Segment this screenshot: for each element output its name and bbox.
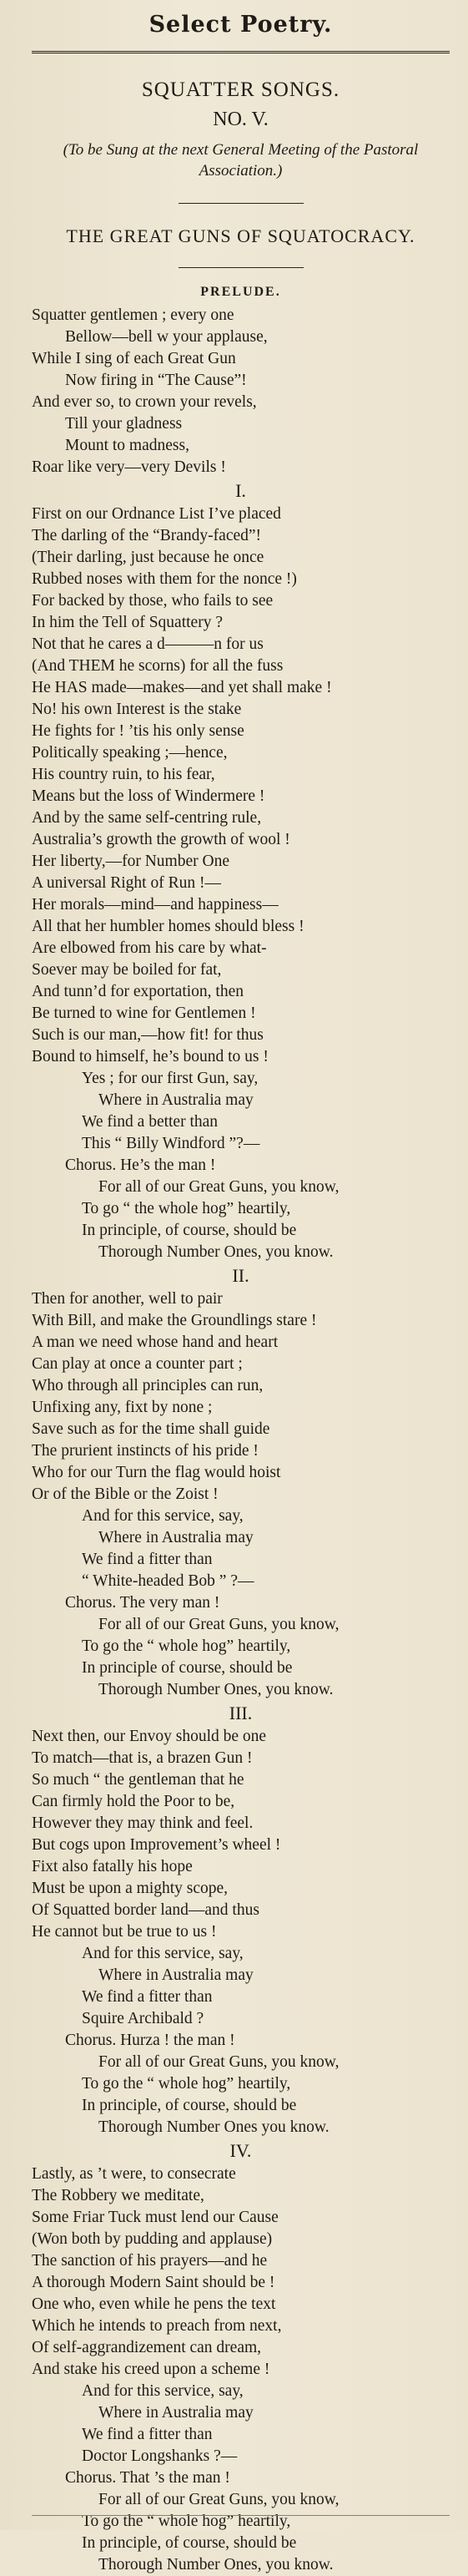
- stanza-heading: IV.: [229, 2140, 252, 2161]
- poem-line: Lastly, as ’t were, to consecrate: [32, 2165, 236, 2183]
- poem-line: Till your gladness: [65, 415, 183, 433]
- poem-line: And for this service, say,: [82, 1507, 244, 1525]
- section-masthead: Select Poetry.: [148, 12, 333, 38]
- poem-line: Where in Australia may: [98, 1529, 254, 1546]
- poem-line: In principle, of course, should be: [82, 2534, 297, 2552]
- poem-line: He cannot but be true to us !: [32, 1923, 217, 1941]
- poem-line: Of self-aggrandizement can dream,: [32, 2339, 262, 2356]
- poem-line: All that her humbler homes should bless !: [32, 918, 304, 935]
- poem-line: Bellow—bell w your applause,: [65, 328, 268, 346]
- poem-line: Where in Australia may: [98, 1966, 254, 1984]
- poem-line: To go the “ whole hog” heartily,: [82, 2075, 291, 2093]
- title-rule-top: [179, 203, 304, 204]
- poem-line: (And THEM he scorns) for all the fuss: [32, 657, 284, 675]
- poem-line: To go the “ whole hog” heartily,: [82, 2513, 291, 2530]
- poem-line: And ever so, to crown your revels,: [32, 393, 257, 411]
- poem-line: Not that he cares a d———n for us: [32, 635, 264, 653]
- poem-line: With Bill, and make the Groundlings stare !: [32, 1312, 317, 1329]
- poem-line: Next then, our Envoy should be one: [32, 1728, 267, 1745]
- poem-line: But cogs upon Improvement’s wheel !: [32, 1836, 281, 1854]
- poem-line: Squire Archibald ?: [82, 2010, 204, 2027]
- poem-line: Soever may be boiled for fat,: [32, 961, 222, 979]
- poem-line: To go “ the whole hog” heartily,: [82, 1200, 291, 1217]
- column-end-rule: [32, 2515, 450, 2516]
- poem-line: We find a fitter than: [82, 1988, 213, 2006]
- poem-line: We find a better than: [82, 1113, 219, 1131]
- poem-line: Some Friar Tuck must lend our Cause: [32, 2209, 279, 2226]
- poem-title: THE GREAT GUNS OF SQUATOCRACY.: [66, 225, 415, 246]
- poem-line: And for this service, say,: [82, 2382, 244, 2400]
- series-title: SQUATTER SONGS.: [141, 78, 340, 101]
- poem-line: Yes ; for our first Gun, say,: [82, 1070, 259, 1087]
- poem-line: And for this service, say,: [82, 1945, 244, 1962]
- stanza-heading: III.: [229, 1703, 253, 1723]
- poem-line: Squatter gentlemen ; every one: [32, 306, 234, 324]
- poem-line: Such is our man,—how fit! for thus: [32, 1026, 264, 1044]
- poem-line: Where in Australia may: [98, 2404, 254, 2422]
- poem-line: “ White-headed Bob ” ?—: [82, 1572, 254, 1590]
- poem-line: To go the “ whole hog” heartily,: [82, 1637, 291, 1655]
- poem-line: Australia’s growth the growth of wool !: [32, 831, 290, 848]
- poem-line: In principle, of course, should be: [82, 2097, 297, 2114]
- poem-line: Rubbed noses with them for the nonce !): [32, 570, 297, 588]
- poem-body: [32, 280, 450, 2576]
- poem-line: And by the same self-centring rule,: [32, 809, 262, 827]
- poem-line: No! his own Interest is the stake: [32, 701, 242, 718]
- poem-line: Thorough Number Ones, you know.: [98, 2556, 334, 2573]
- poem-line: Roar like very—very Devils !: [32, 458, 226, 476]
- poem-subtitle: (To be Sung at the next General Meeting of the Pastoral Association.): [63, 141, 419, 180]
- chorus-line: Chorus. He’s the man !: [65, 1156, 216, 1174]
- poem-line: Can firmly hold the Poor to be,: [32, 1793, 235, 1810]
- poem-line: To match—that is, a brazen Gun !: [32, 1749, 253, 1767]
- poem-line: Thorough Number Ones you know.: [98, 2118, 330, 2136]
- poem-line: In principle of course, should be: [82, 1659, 293, 1677]
- poem-line: His country ruin, to his fear,: [32, 766, 215, 783]
- poem-line: Which he intends to preach from next,: [32, 2317, 282, 2335]
- poem-line: In him the Tell of Squattery ?: [32, 614, 223, 631]
- poem-line: For all of our Great Guns, you know,: [98, 1616, 340, 1633]
- poem-line: For backed by those, who fails to see: [32, 592, 274, 610]
- poem-line: This “ Billy Windford ”?—: [82, 1135, 260, 1152]
- poem-line: Her liberty,—for Number One: [32, 853, 229, 870]
- poem-line: The darling of the “Brandy-faced”!: [32, 527, 262, 544]
- title-rule-bottom: [179, 267, 304, 268]
- poem-line: (Won both by pudding and applause): [32, 2230, 273, 2248]
- poem-line: So much “ the gentleman that he: [32, 1771, 244, 1789]
- poem-line: (Their darling, just because he once: [32, 549, 264, 566]
- masthead-rule: [32, 51, 450, 53]
- poem-line: We find a fitter than: [82, 1551, 213, 1568]
- poem-line: Fixt also fatally his hope: [32, 1858, 193, 1875]
- poem-line: Thorough Number Ones, you know.: [98, 1243, 334, 1261]
- poem-line: Are elbowed from his care by what-: [32, 939, 267, 957]
- chorus-line: Chorus. Hurza ! the man !: [65, 2032, 235, 2049]
- chorus-line: Chorus. That ’s the man !: [65, 2469, 230, 2487]
- poem-line: Unfixing any, fixt by none ;: [32, 1399, 213, 1416]
- stanza-heading: II.: [232, 1265, 249, 1286]
- chorus-line: Chorus. The very man !: [65, 1594, 220, 1612]
- poem-line: For all of our Great Guns, you know,: [98, 1178, 340, 1196]
- poem-line: The Robbery we meditate,: [32, 2187, 204, 2204]
- poem-line: A man we need whose hand and heart: [32, 1334, 279, 1351]
- poem-line: Save such as for the time shall guide: [32, 1420, 270, 1438]
- poem-line: One who, even while he pens the text: [32, 2295, 276, 2313]
- poem-line: Thorough Number Ones, you know.: [98, 1681, 334, 1698]
- poem-line: He HAS made—makes—and yet shall make !: [32, 679, 332, 696]
- poem-line: We find a fitter than: [82, 2426, 213, 2443]
- poem-line: First on our Ordnance List I’ve placed: [32, 505, 281, 523]
- stanza-heading: I.: [235, 480, 246, 501]
- poem-line: Bound to himself, he’s bound to us !: [32, 1048, 269, 1065]
- poem-line: A thorough Modern Saint should be !: [32, 2274, 275, 2291]
- poem-line: Who for our Turn the flag would hoist: [32, 1464, 281, 1481]
- poem-line: The sanction of his prayers—and he: [32, 2252, 268, 2270]
- poem-line: Where in Australia may: [98, 1091, 254, 1109]
- poem-line: However they may think and feel.: [32, 1814, 254, 1832]
- poem-line: In principle, of course, should be: [82, 1222, 297, 1239]
- prelude-heading: PRELUDE.: [200, 285, 281, 299]
- poem-line: He fights for ! ’tis his only sense: [32, 722, 244, 740]
- poem-line: A universal Right of Run !—: [32, 874, 221, 892]
- poem-line: Be turned to wine for Gentlemen !: [32, 1005, 256, 1022]
- poem-line: Can play at once a counter part ;: [32, 1355, 243, 1373]
- series-number: NO. V.: [213, 109, 269, 130]
- poem-line: Must be upon a mighty scope,: [32, 1880, 229, 1897]
- poem-line: And stake his creed upon a scheme !: [32, 2361, 270, 2378]
- poem-line: Or of the Bible or the Zoist !: [32, 1485, 219, 1503]
- poem-line: Now firing in “The Cause”!: [65, 372, 247, 389]
- poem-line: And tunn’d for exportation, then: [32, 983, 244, 1000]
- poem-line: Her morals—mind—and happiness—: [32, 896, 279, 913]
- poem-line: The prurient instincts of his pride !: [32, 1442, 259, 1460]
- poem-line: For all of our Great Guns, you know,: [98, 2053, 340, 2071]
- poem-line: Doctor Longshanks ?—: [82, 2447, 238, 2465]
- poem-line: Politically speaking ;—hence,: [32, 744, 228, 762]
- poem-line: Who through all principles can run,: [32, 1377, 264, 1394]
- poem-line: For all of our Great Guns, you know,: [98, 2491, 340, 2508]
- poem-line: Of Squatted border land—and thus: [32, 1901, 259, 1919]
- poem-line: Mount to madness,: [65, 437, 189, 454]
- poem-line: Then for another, well to pair: [32, 1290, 223, 1308]
- poem-line: While I sing of each Great Gun: [32, 350, 236, 367]
- poem-line: Means but the loss of Windermere !: [32, 787, 265, 805]
